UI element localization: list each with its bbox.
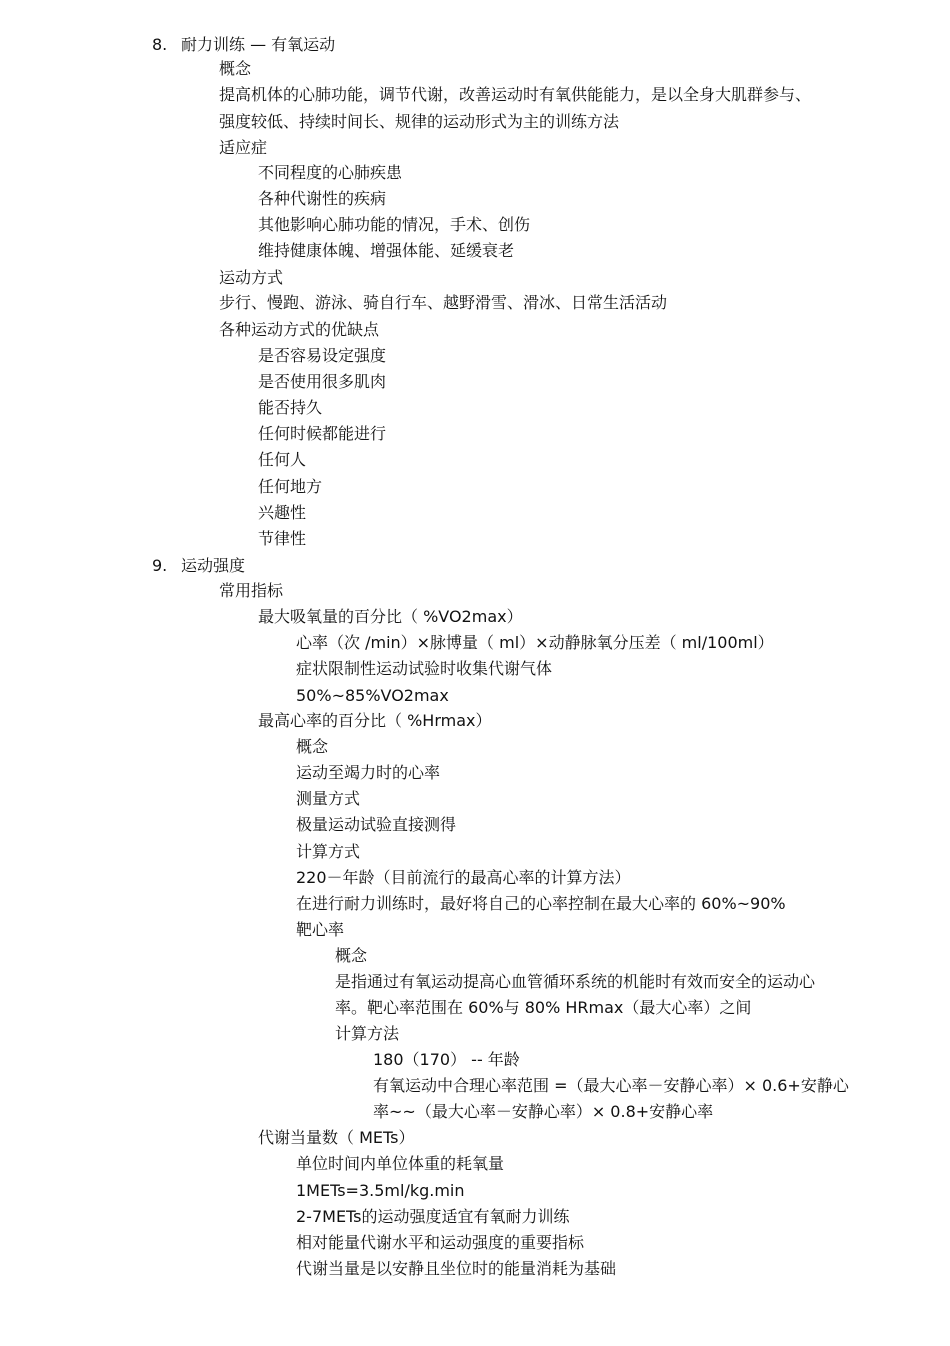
hrmax-measure-label: 测量方式 <box>296 789 361 808</box>
target-hr-calc-item: 180（170） -- 年龄 <box>373 1050 520 1069</box>
section-number: 8. <box>152 35 168 54</box>
section-title: 耐力训练 — 有氧运动 <box>181 35 336 54</box>
vo2max-item: 50%~85%VO2max <box>296 686 449 705</box>
indication-item: 不同程度的心肺疾患 <box>258 163 403 182</box>
concept-label: 概念 <box>219 59 252 78</box>
section-title: 运动强度 <box>181 556 246 575</box>
methods-text: 步行、慢跑、游泳、骑自行车、越野滑雪、滑冰、日常生活活动 <box>219 293 668 312</box>
pros-cons-item: 兴趣性 <box>258 503 307 522</box>
pros-cons-item: 节律性 <box>258 529 307 548</box>
section-number: 9. <box>152 556 168 575</box>
methods-label: 运动方式 <box>219 268 284 287</box>
concept-text-line-1: 提高机体的心肺功能，调节代谢，改善运动时有氧供能能力，是以全身大肌群参与、 <box>219 85 812 104</box>
target-hr-calc-label: 计算方法 <box>335 1024 400 1043</box>
pros-cons-item: 任何人 <box>258 450 307 469</box>
target-hr-label: 靶心率 <box>296 920 345 939</box>
mets-item: 单位时间内单位体重的耗氧量 <box>296 1154 505 1173</box>
section-8-heading <box>152 35 335 55</box>
pros-cons-item: 是否使用很多肌肉 <box>258 372 387 391</box>
mets-title: 代谢当量数（ METs） <box>258 1128 415 1147</box>
indication-item: 维持健康体魄、增强体能、延缓衰老 <box>258 241 515 260</box>
target-hr-concept-line-2: 率。靶心率范围在 60%与 80% HRmax（最大心率）之间 <box>335 998 752 1017</box>
mets-item: 相对能量代谢水平和运动强度的重要指标 <box>296 1233 585 1252</box>
hrmax-calc-label: 计算方式 <box>296 842 361 861</box>
mets-item: 2-7METs的运动强度适宜有氧耐力训练 <box>296 1207 570 1226</box>
hrmax-training-text: 在进行耐力训练时，最好将自己的心率控制在最大心率的 60%~90% <box>296 894 786 913</box>
hrmax-measure-text: 极量运动试验直接测得 <box>296 815 457 834</box>
hrmax-title: 最高心率的百分比（ %Hrmax） <box>258 711 492 730</box>
vo2max-title: 最大吸氧量的百分比（ %VO2max） <box>258 607 523 626</box>
indications-label: 适应症 <box>219 138 268 157</box>
indication-item: 其他影响心肺功能的情况，手术、创伤 <box>258 215 531 234</box>
common-indicators-label: 常用指标 <box>219 581 284 600</box>
concept-text-line-2: 强度较低、持续时间长、规律的运动形式为主的训练方法 <box>219 112 620 131</box>
mets-item: 1METs=3.5ml/kg.min <box>296 1181 465 1200</box>
hrmax-calc-text: 220－年龄（目前流行的最高心率的计算方法） <box>296 868 631 887</box>
pros-cons-item: 任何时候都能进行 <box>258 424 387 443</box>
section-9-heading <box>152 556 245 576</box>
target-hr-calc-item: 率~~（最大心率－安静心率）× 0.8+安静心率 <box>373 1102 714 1121</box>
vo2max-item: 症状限制性运动试验时收集代谢气体 <box>296 659 553 678</box>
pros-cons-item: 任何地方 <box>258 477 323 496</box>
vo2max-item: 心率（次 /min）×脉博量（ ml）×动静脉氧分压差（ ml/100ml） <box>296 633 774 652</box>
target-hr-concept-line-1: 是指通过有氧运动提高心血管循环系统的机能时有效而安全的运动心 <box>335 972 816 991</box>
hrmax-concept-label: 概念 <box>296 737 329 756</box>
target-hr-concept-label: 概念 <box>335 946 368 965</box>
pros-cons-item: 能否持久 <box>258 398 323 417</box>
hrmax-concept-text: 运动至竭力时的心率 <box>296 763 441 782</box>
pros-cons-item: 是否容易设定强度 <box>258 346 387 365</box>
target-hr-calc-item: 有氧运动中合理心率范围 =（最大心率－安静心率）× 0.6+安静心 <box>373 1076 849 1095</box>
indication-item: 各种代谢性的疾病 <box>258 189 387 208</box>
mets-item: 代谢当量是以安静且坐位时的能量消耗为基础 <box>296 1259 617 1278</box>
pros-cons-label: 各种运动方式的优缺点 <box>219 320 380 339</box>
